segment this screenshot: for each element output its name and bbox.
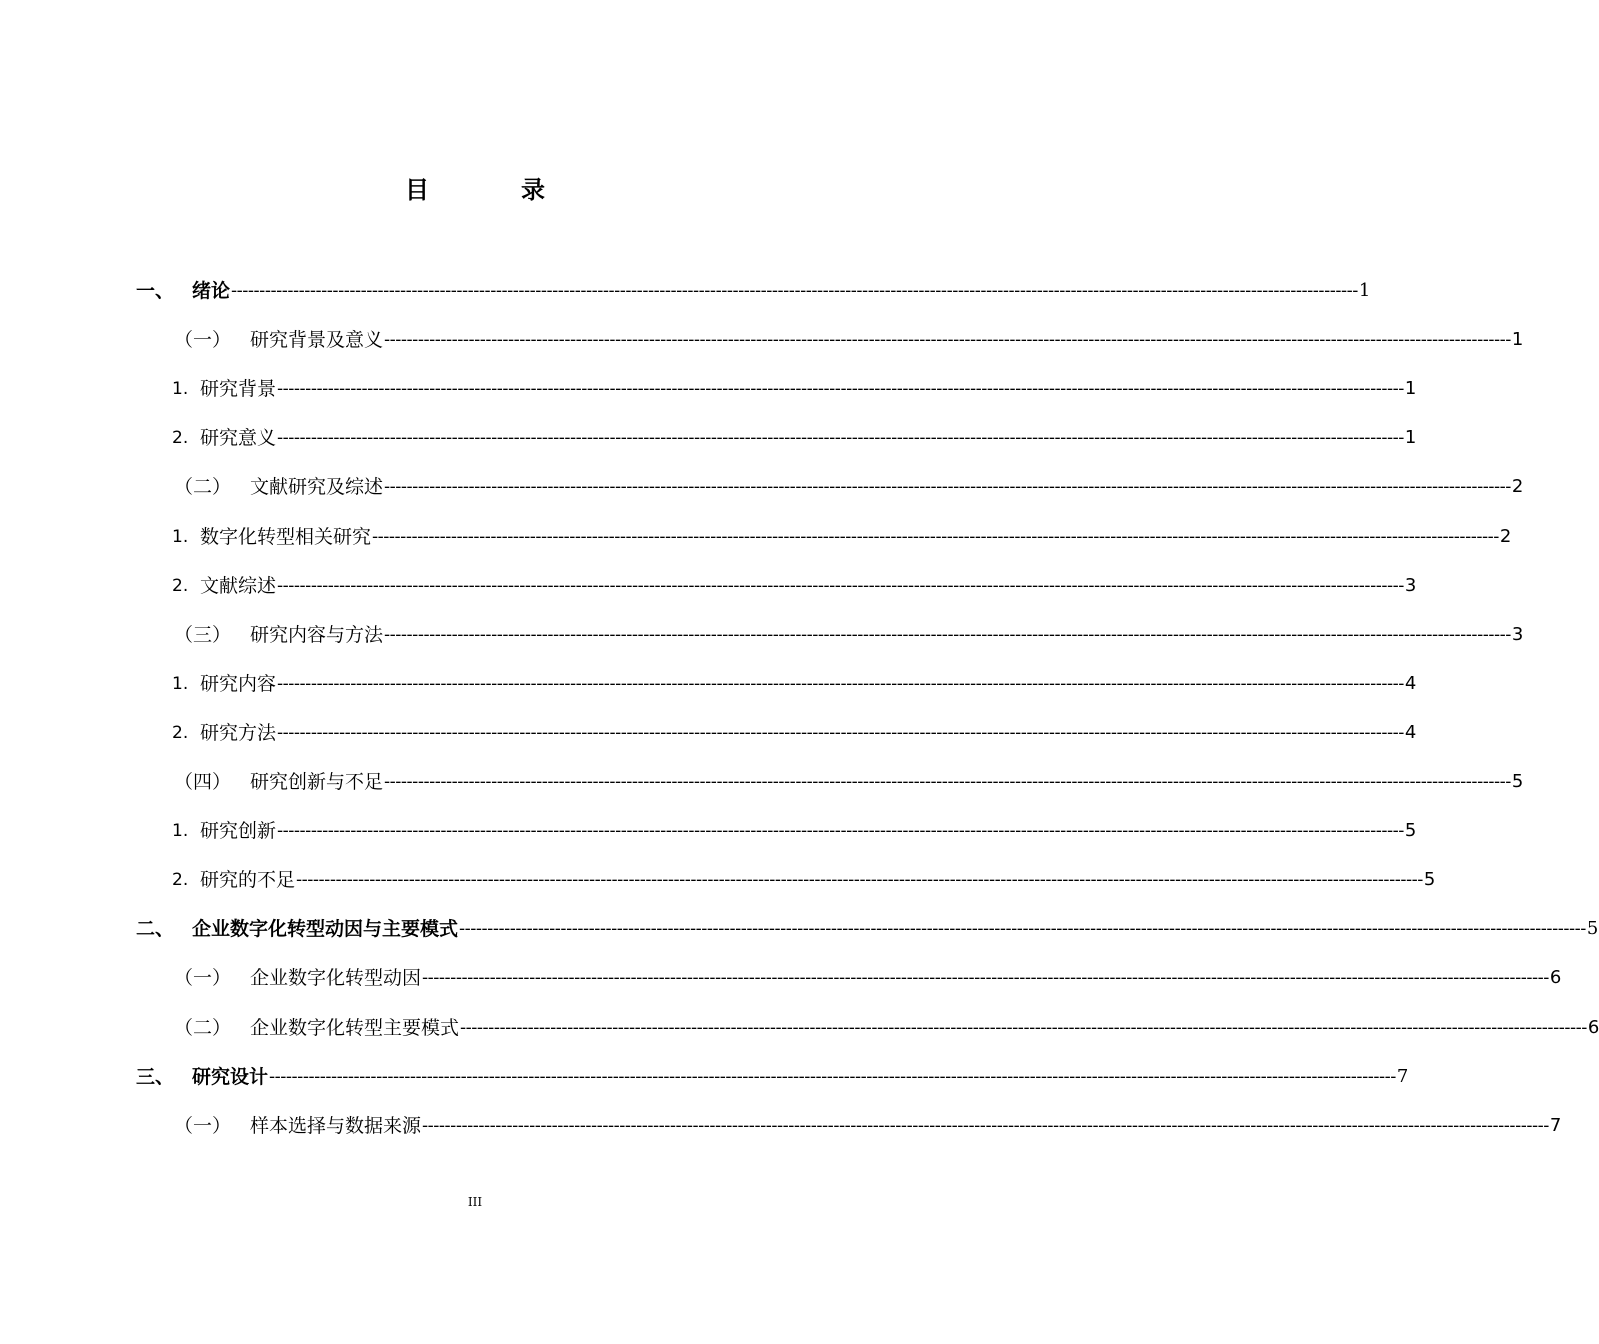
toc-entry-title: 研究创新: [200, 820, 277, 843]
toc-entry-number: （一）: [174, 967, 232, 990]
toc-entry-page: 2: [1499, 525, 1512, 547]
toc-entry-label: [174, 963, 421, 993]
toc-entry-page: 5: [1586, 918, 1599, 940]
toc-entry[interactable]: [172, 374, 1417, 404]
toc-entry-page: 4: [1404, 672, 1417, 694]
toc-entry-label: [174, 767, 383, 797]
toc-entry[interactable]: [172, 669, 1417, 699]
toc-entry[interactable]: [174, 472, 1524, 502]
toc-entry-page: 6: [1549, 967, 1562, 989]
toc-entry-title: 研究背景及意义: [250, 329, 384, 352]
toc-entry-title: 研究设计: [192, 1065, 269, 1088]
toc-entry-page: 1: [1404, 378, 1417, 400]
toc-entry-label: [174, 325, 383, 355]
toc-entry[interactable]: [172, 571, 1417, 601]
toc-entry-label: [172, 522, 371, 552]
toc-entry[interactable]: [174, 620, 1524, 650]
toc-entry-number: 2.: [172, 722, 189, 743]
toc-entry[interactable]: [172, 816, 1417, 846]
toc-entry-title: 文献综述: [200, 574, 277, 597]
toc-leader: --------------------------------------------------------------------------------------------------------------------------------------------------------------------------------------------------------: [384, 330, 1511, 351]
toc-leader: --------------------------------------------------------------------------------------------------------------------------------------------------------------------------------------------------------: [384, 624, 1511, 645]
toc-entry[interactable]: [172, 718, 1417, 748]
toc-entry-number: （一）: [174, 1114, 232, 1137]
toc-leader: --------------------------------------------------------------------------------------------------------------------------------------------------------------------------------------------------------: [277, 428, 1404, 449]
toc-entry-page: 5: [1423, 869, 1436, 891]
toc-leader: --------------------------------------------------------------------------------------------------------------------------------------------------------------------------------------------------------: [422, 1115, 1549, 1136]
toc-entry-title: 企业数字化转型动因: [250, 967, 422, 990]
toc-leader: --------------------------------------------------------------------------------------------------------------------------------------------------------------------------------------------------------: [459, 919, 1586, 940]
toc-leader: --------------------------------------------------------------------------------------------------------------------------------------------------------------------------------------------------------: [231, 281, 1358, 301]
toc-entry-number: （三）: [174, 623, 232, 646]
page-number: III: [467, 1195, 483, 1209]
toc-entry-page: 6: [1587, 1016, 1599, 1038]
toc-entry-page: 1: [1511, 329, 1524, 351]
toc-entry-title: 研究背景: [200, 378, 277, 401]
toc-entry-page: 5: [1511, 771, 1524, 792]
toc-entry-label: [172, 718, 276, 748]
toc-entry-number: 1.: [172, 821, 189, 842]
toc-entry-title: 研究创新与不足: [250, 771, 384, 793]
toc-entry-page: 7: [1396, 1065, 1409, 1087]
toc-entry-page: 2: [1511, 476, 1524, 498]
toc-entry-label: [174, 1111, 421, 1141]
toc-entry-label: [172, 571, 276, 601]
toc-entry-title: 企业数字化转型主要模式: [250, 1016, 460, 1039]
toc-entry-number: （一）: [174, 329, 232, 352]
toc-entry-page: 7: [1549, 1114, 1562, 1136]
toc-entry-label: [172, 374, 276, 404]
toc-entry-title: 研究内容与方法: [250, 623, 384, 646]
toc-entry-title: 数字化转型相关研究: [200, 525, 372, 548]
toc-entry-label: [174, 1013, 459, 1043]
toc-entry[interactable]: [136, 1062, 1409, 1092]
toc-entry-page: 1: [1404, 427, 1417, 449]
toc-entry[interactable]: [172, 865, 1436, 895]
toc-entry-number: 2.: [172, 428, 189, 449]
page-title: [0, 170, 950, 205]
toc-entry-title: 研究的不足: [200, 869, 296, 892]
toc-leader: --------------------------------------------------------------------------------------------------------------------------------------------------------------------------------------------------------: [460, 1017, 1587, 1038]
toc-leader: --------------------------------------------------------------------------------------------------------------------------------------------------------------------------------------------------------: [372, 526, 1499, 547]
toc-entry-page: 5: [1404, 820, 1417, 842]
toc-leader: --------------------------------------------------------------------------------------------------------------------------------------------------------------------------------------------------------: [384, 477, 1511, 498]
toc-entry-label: [174, 472, 383, 502]
toc-entry-label: [172, 669, 276, 699]
toc-entry-number: 1.: [172, 379, 189, 400]
toc-entry-page: 4: [1404, 721, 1417, 743]
toc-leader: --------------------------------------------------------------------------------------------------------------------------------------------------------------------------------------------------------: [277, 821, 1404, 842]
toc-entry-number: 2.: [172, 575, 189, 596]
toc-entry[interactable]: [172, 522, 1512, 552]
toc-entry-page: 3: [1404, 574, 1417, 596]
toc-entry-number: 一、: [136, 280, 175, 302]
toc-entry[interactable]: [174, 1013, 1599, 1043]
toc-entry-title: 样本选择与数据来源: [250, 1114, 422, 1137]
toc-entry[interactable]: [174, 1111, 1562, 1141]
toc-entry-number: 三、: [136, 1065, 175, 1088]
toc-entry[interactable]: [172, 423, 1417, 453]
toc-leader: --------------------------------------------------------------------------------------------------------------------------------------------------------------------------------------------------------: [422, 968, 1549, 989]
toc-leader: --------------------------------------------------------------------------------------------------------------------------------------------------------------------------------------------------------: [277, 575, 1404, 596]
toc-leader: --------------------------------------------------------------------------------------------------------------------------------------------------------------------------------------------------------: [269, 1066, 1396, 1087]
toc-leader: --------------------------------------------------------------------------------------------------------------------------------------------------------------------------------------------------------: [277, 673, 1404, 694]
toc-entry-number: 二、: [136, 918, 175, 941]
title-char-1: 目: [405, 176, 429, 204]
toc-entry-title: 企业数字化转型动因与主要模式: [192, 918, 459, 941]
toc-entry-number: 1.: [172, 673, 189, 694]
toc-entry-title: 研究方法: [200, 721, 277, 744]
toc-entry-label: [172, 865, 295, 895]
toc-entry[interactable]: [174, 325, 1524, 355]
title-char-2: 录: [521, 176, 545, 204]
toc-leader: --------------------------------------------------------------------------------------------------------------------------------------------------------------------------------------------------------: [277, 722, 1404, 743]
toc-entry-title: 绪论: [192, 280, 231, 302]
toc-entry-number: 2.: [172, 870, 189, 891]
toc-entry-number: （二）: [174, 1016, 232, 1039]
toc-entry-title: 文献研究及综述: [250, 476, 384, 499]
toc-entry-page: 3: [1511, 623, 1524, 645]
toc-entry-page: 1: [1358, 280, 1371, 301]
toc-entry-title: 研究意义: [200, 427, 277, 450]
toc-entry-label: [136, 1062, 268, 1092]
toc-entry-label: [136, 914, 458, 944]
toc-entry-label: [172, 816, 276, 846]
toc-entry-number: 1.: [172, 526, 189, 547]
toc-entry-number: （四）: [174, 771, 232, 793]
toc-entry[interactable]: [174, 963, 1562, 993]
toc-leader: --------------------------------------------------------------------------------------------------------------------------------------------------------------------------------------------------------: [296, 870, 1423, 891]
toc-entry-label: [136, 276, 230, 306]
toc-entry-label: [172, 423, 276, 453]
toc-entry-label: [174, 620, 383, 650]
toc-leader: --------------------------------------------------------------------------------------------------------------------------------------------------------------------------------------------------------: [384, 772, 1511, 792]
toc-entry[interactable]: [174, 767, 1524, 797]
toc-leader: --------------------------------------------------------------------------------------------------------------------------------------------------------------------------------------------------------: [277, 379, 1404, 400]
toc-entry-number: （二）: [174, 476, 232, 499]
toc-entry[interactable]: [136, 276, 1371, 306]
toc-entry-title: 研究内容: [200, 672, 277, 695]
toc-entry[interactable]: [136, 914, 1599, 944]
